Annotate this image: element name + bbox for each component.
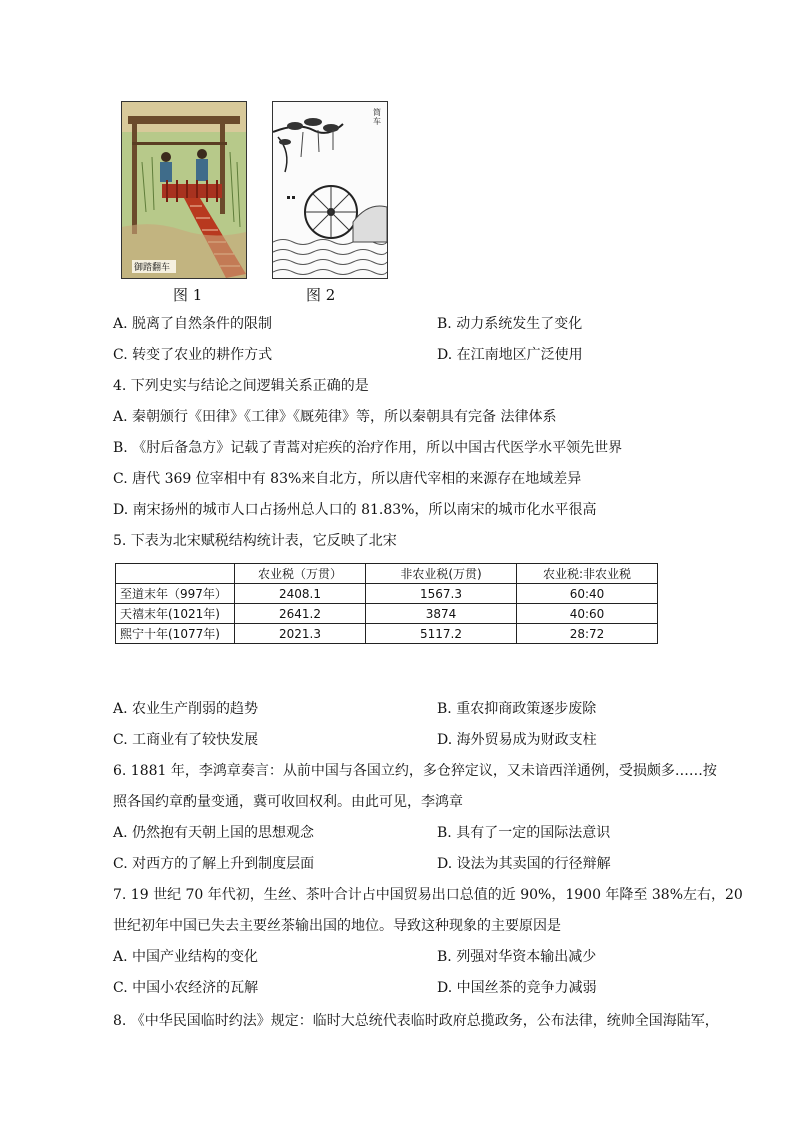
q8-stem-line-1: 8. 《中华民国临时约法》规定：临时大总统代表临时政府总揽政务，公布法律，统帅全国海陆军， bbox=[113, 1013, 719, 1029]
table-cell: 40:60 bbox=[517, 604, 658, 624]
q3-option-a: A. 脱离了自然条件的限制 bbox=[113, 316, 273, 332]
figure-2-inscription: 筒车 bbox=[373, 108, 381, 126]
q4-option-b: B. 《肘后备急方》记载了青蒿对疟疾的治疗作用，所以中国古代医学水平领先世界 bbox=[113, 440, 623, 456]
q4-option-d: D. 南宋扬州的城市人口占扬州总人口的 81.83%，所以南宋的城市化水平很高 bbox=[113, 502, 597, 518]
figure-1-image bbox=[121, 101, 247, 279]
table-header-cell bbox=[116, 564, 235, 584]
table-cell: 3874 bbox=[366, 604, 517, 624]
q7-option-c: C. 中国小农经济的瓦解 bbox=[113, 980, 259, 996]
q7-option-a: A. 中国产业结构的变化 bbox=[113, 949, 259, 965]
q7-stem-line-2: 世纪初年中国已失去主要丝茶输出国的地位。导致这种现象的主要原因是 bbox=[113, 918, 561, 934]
table-row bbox=[116, 604, 658, 624]
table-row bbox=[116, 624, 658, 644]
q6-option-b: B. 具有了一定的国际法意识 bbox=[437, 825, 611, 841]
table-cell: 5117.2 bbox=[366, 624, 517, 644]
q5-option-b: B. 重农抑商政策逐步废除 bbox=[437, 701, 597, 717]
tube-waterwheel-illustration bbox=[273, 102, 387, 278]
q4-option-a: A. 秦朝颁行《田律》《工律》《厩苑律》等，所以秦朝具有完备 法律体系 bbox=[113, 409, 557, 425]
table-cell: 2021.3 bbox=[235, 624, 366, 644]
table-cell: 至道末年（997年） bbox=[116, 584, 235, 604]
q5-option-a: A. 农业生产削弱的趋势 bbox=[113, 701, 259, 717]
treadle-waterwheel-illustration bbox=[122, 102, 246, 278]
table-header-row bbox=[116, 564, 658, 584]
q3-option-d: D. 在江南地区广泛使用 bbox=[437, 347, 583, 363]
table-row bbox=[116, 584, 658, 604]
figure-2-image bbox=[272, 101, 388, 279]
q6-option-a: A. 仍然抱有天朝上国的思想观念 bbox=[113, 825, 315, 841]
q5-option-c: C. 工商业有了较快发展 bbox=[113, 732, 259, 748]
q4-stem: 4. 下列史实与结论之间逻辑关系正确的是 bbox=[113, 378, 369, 394]
table-header-cell: 农业税:非农业税 bbox=[517, 564, 658, 584]
table-cell: 熙宁十年(1077年) bbox=[116, 624, 235, 644]
table-header-cell: 农业税（万贯） bbox=[235, 564, 366, 584]
q3-option-c: C. 转变了农业的耕作方式 bbox=[113, 347, 273, 363]
table-cell: 28:72 bbox=[517, 624, 658, 644]
table-cell: 1567.3 bbox=[366, 584, 517, 604]
q5-option-d: D. 海外贸易成为财政支柱 bbox=[437, 732, 597, 748]
q4-option-c: C. 唐代 369 位宰相中有 83%来自北方，所以唐代宰相的来源存在地域差异 bbox=[113, 471, 582, 487]
q7-option-b: B. 列强对华资本输出减少 bbox=[437, 949, 597, 965]
q6-stem-line-1: 6. 1881 年，李鸿章奏言：从前中国与各国立约，多仓猝定议，又未谙西洋通例，受损颇多……按 bbox=[113, 763, 717, 779]
q7-option-d: D. 中国丝茶的竞争力减弱 bbox=[437, 980, 597, 996]
table-cell: 60:40 bbox=[517, 584, 658, 604]
figure-1-caption: 图 1 bbox=[173, 286, 203, 304]
q6-option-c: C. 对西方的了解上升到制度层面 bbox=[113, 856, 315, 872]
table-cell: 2408.1 bbox=[235, 584, 366, 604]
figure-1-inscription: 御踏翻车 bbox=[134, 263, 171, 273]
tax-structure-table bbox=[115, 563, 658, 644]
figure-2-caption: 图 2 bbox=[306, 286, 336, 304]
q6-stem-line-2: 照各国约章酌量变通，冀可收回权利。由此可见，李鸿章 bbox=[113, 794, 463, 810]
table-header-cell: 非农业税(万贯) bbox=[366, 564, 517, 584]
table-cell: 天禧末年(1021年) bbox=[116, 604, 235, 624]
q5-stem: 5. 下表为北宋赋税结构统计表，它反映了北宋 bbox=[113, 533, 397, 549]
q3-option-b: B. 动力系统发生了变化 bbox=[437, 316, 583, 332]
q7-stem-line-1: 7. 19 世纪 70 年代初，生丝、茶叶合计占中国贸易出口总值的近 90%，1900 年降至 38%左右，20 bbox=[113, 887, 743, 903]
q6-option-d: D. 设法为其卖国的行径辩解 bbox=[437, 856, 611, 872]
table-cell: 2641.2 bbox=[235, 604, 366, 624]
